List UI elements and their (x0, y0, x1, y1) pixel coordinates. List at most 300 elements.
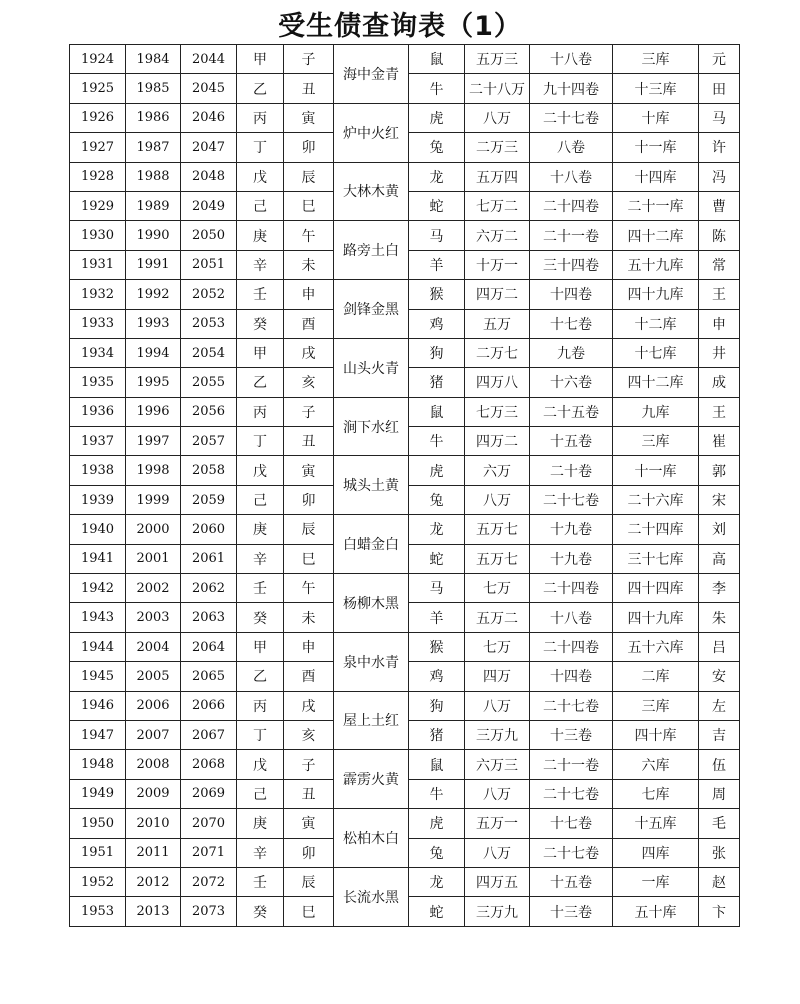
nayin-cell: 路旁土白 (334, 221, 409, 280)
year-cell: 2071 (181, 838, 237, 867)
branch-cell: 午 (284, 574, 334, 603)
vault-cell: 十三库 (613, 74, 699, 103)
year-cell: 1995 (126, 368, 181, 397)
zodiac-cell: 虎 (409, 103, 465, 132)
year-cell: 1932 (70, 280, 126, 309)
year-cell: 2006 (126, 691, 181, 720)
volume-cell: 二十卷 (530, 456, 613, 485)
year-cell: 1944 (70, 632, 126, 661)
vault-cell: 三库 (613, 691, 699, 720)
volume-cell: 十七卷 (530, 309, 613, 338)
table-row (70, 280, 740, 309)
debt-lookup-table (69, 44, 740, 927)
surname-cell: 赵 (699, 867, 740, 896)
surname-cell: 常 (699, 250, 740, 279)
stem-cell: 丙 (237, 103, 284, 132)
surname-cell: 宋 (699, 485, 740, 514)
vault-cell: 十二库 (613, 309, 699, 338)
zodiac-cell: 马 (409, 221, 465, 250)
surname-cell: 崔 (699, 427, 740, 456)
stem-cell: 辛 (237, 544, 284, 573)
year-cell: 1994 (126, 338, 181, 367)
year-cell: 2008 (126, 750, 181, 779)
nayin-cell: 松柏木白 (334, 809, 409, 868)
branch-cell: 申 (284, 632, 334, 661)
surname-cell: 周 (699, 779, 740, 808)
branch-cell: 辰 (284, 867, 334, 896)
vault-cell: 三库 (613, 427, 699, 456)
year-cell: 2010 (126, 809, 181, 838)
table-row (70, 515, 740, 544)
stem-cell: 戊 (237, 750, 284, 779)
year-cell: 1998 (126, 456, 181, 485)
stem-cell: 丙 (237, 691, 284, 720)
branch-cell: 申 (284, 280, 334, 309)
zodiac-cell: 牛 (409, 779, 465, 808)
vault-cell: 四十二库 (613, 221, 699, 250)
zodiac-cell: 鼠 (409, 45, 465, 74)
year-cell: 2061 (181, 544, 237, 573)
branch-cell: 酉 (284, 662, 334, 691)
vault-cell: 二十六库 (613, 485, 699, 514)
amount-cell: 六万 (465, 456, 530, 485)
vault-cell: 十四库 (613, 162, 699, 191)
amount-cell: 六万二 (465, 221, 530, 250)
year-cell: 1952 (70, 867, 126, 896)
amount-cell: 八万 (465, 103, 530, 132)
nayin-cell: 泉中水青 (334, 632, 409, 691)
surname-cell: 曹 (699, 191, 740, 220)
volume-cell: 十八卷 (530, 162, 613, 191)
year-cell: 1991 (126, 250, 181, 279)
vault-cell: 二库 (613, 662, 699, 691)
branch-cell: 巳 (284, 897, 334, 926)
zodiac-cell: 鸡 (409, 309, 465, 338)
amount-cell: 四万二 (465, 427, 530, 456)
stem-cell: 戊 (237, 456, 284, 485)
stem-cell: 丁 (237, 427, 284, 456)
branch-cell: 巳 (284, 544, 334, 573)
year-cell: 2072 (181, 867, 237, 896)
branch-cell: 寅 (284, 809, 334, 838)
year-cell: 1946 (70, 691, 126, 720)
volume-cell: 九十四卷 (530, 74, 613, 103)
vault-cell: 十一库 (613, 133, 699, 162)
year-cell: 2062 (181, 574, 237, 603)
branch-cell: 丑 (284, 74, 334, 103)
zodiac-cell: 兔 (409, 485, 465, 514)
surname-cell: 申 (699, 309, 740, 338)
year-cell: 1936 (70, 397, 126, 426)
zodiac-cell: 牛 (409, 74, 465, 103)
year-cell: 2049 (181, 191, 237, 220)
zodiac-cell: 虎 (409, 456, 465, 485)
branch-cell: 子 (284, 750, 334, 779)
year-cell: 2063 (181, 603, 237, 632)
surname-cell: 李 (699, 574, 740, 603)
table-row (70, 162, 740, 191)
zodiac-cell: 羊 (409, 250, 465, 279)
vault-cell: 九库 (613, 397, 699, 426)
year-cell: 1950 (70, 809, 126, 838)
vault-cell: 四库 (613, 838, 699, 867)
year-cell: 2051 (181, 250, 237, 279)
zodiac-cell: 羊 (409, 603, 465, 632)
vault-cell: 二十四库 (613, 515, 699, 544)
table-row (70, 338, 740, 367)
nayin-cell: 霹雳火黄 (334, 750, 409, 809)
zodiac-cell: 蛇 (409, 897, 465, 926)
surname-cell: 左 (699, 691, 740, 720)
year-cell: 1941 (70, 544, 126, 573)
nayin-cell: 杨柳木黑 (334, 574, 409, 633)
amount-cell: 四万二 (465, 280, 530, 309)
table-row (70, 867, 740, 896)
branch-cell: 卯 (284, 133, 334, 162)
year-cell: 2009 (126, 779, 181, 808)
volume-cell: 二十一卷 (530, 221, 613, 250)
year-cell: 1993 (126, 309, 181, 338)
branch-cell: 丑 (284, 427, 334, 456)
stem-cell: 戊 (237, 162, 284, 191)
stem-cell: 癸 (237, 897, 284, 926)
nayin-cell: 海中金青 (334, 45, 409, 104)
stem-cell: 辛 (237, 250, 284, 279)
table-row (70, 456, 740, 485)
zodiac-cell: 狗 (409, 338, 465, 367)
surname-cell: 张 (699, 838, 740, 867)
surname-cell: 陈 (699, 221, 740, 250)
volume-cell: 十九卷 (530, 544, 613, 573)
vault-cell: 三库 (613, 45, 699, 74)
amount-cell: 五万七 (465, 515, 530, 544)
zodiac-cell: 兔 (409, 838, 465, 867)
year-cell: 2011 (126, 838, 181, 867)
year-cell: 2045 (181, 74, 237, 103)
nayin-cell: 白蜡金白 (334, 515, 409, 574)
year-cell: 1985 (126, 74, 181, 103)
vault-cell: 四十四库 (613, 574, 699, 603)
year-cell: 2005 (126, 662, 181, 691)
volume-cell: 二十七卷 (530, 103, 613, 132)
year-cell: 1924 (70, 45, 126, 74)
stem-cell: 甲 (237, 45, 284, 74)
stem-cell: 癸 (237, 309, 284, 338)
table-row (70, 221, 740, 250)
amount-cell: 七万三 (465, 397, 530, 426)
amount-cell: 十万一 (465, 250, 530, 279)
zodiac-cell: 猪 (409, 720, 465, 749)
year-cell: 2056 (181, 397, 237, 426)
volume-cell: 十四卷 (530, 662, 613, 691)
year-cell: 1953 (70, 897, 126, 926)
amount-cell: 八万 (465, 779, 530, 808)
surname-cell: 元 (699, 45, 740, 74)
surname-cell: 马 (699, 103, 740, 132)
stem-cell: 壬 (237, 574, 284, 603)
vault-cell: 十一库 (613, 456, 699, 485)
year-cell: 2070 (181, 809, 237, 838)
table-row (70, 45, 740, 74)
year-cell: 2064 (181, 632, 237, 661)
table-row (70, 397, 740, 426)
year-cell: 1940 (70, 515, 126, 544)
amount-cell: 五万三 (465, 45, 530, 74)
amount-cell: 八万 (465, 691, 530, 720)
year-cell: 2069 (181, 779, 237, 808)
amount-cell: 二万三 (465, 133, 530, 162)
amount-cell: 三万九 (465, 897, 530, 926)
zodiac-cell: 狗 (409, 691, 465, 720)
year-cell: 1926 (70, 103, 126, 132)
year-cell: 1986 (126, 103, 181, 132)
stem-cell: 庚 (237, 515, 284, 544)
amount-cell: 二十八万 (465, 74, 530, 103)
nayin-cell: 长流水黑 (334, 867, 409, 926)
year-cell: 2057 (181, 427, 237, 456)
branch-cell: 辰 (284, 515, 334, 544)
branch-cell: 亥 (284, 368, 334, 397)
year-cell: 1945 (70, 662, 126, 691)
stem-cell: 己 (237, 191, 284, 220)
branch-cell: 戌 (284, 691, 334, 720)
volume-cell: 二十五卷 (530, 397, 613, 426)
year-cell: 2000 (126, 515, 181, 544)
surname-cell: 王 (699, 280, 740, 309)
amount-cell: 四万八 (465, 368, 530, 397)
vault-cell: 五十六库 (613, 632, 699, 661)
volume-cell: 二十七卷 (530, 485, 613, 514)
amount-cell: 五万一 (465, 809, 530, 838)
zodiac-cell: 鸡 (409, 662, 465, 691)
vault-cell: 六库 (613, 750, 699, 779)
volume-cell: 三十四卷 (530, 250, 613, 279)
amount-cell: 六万三 (465, 750, 530, 779)
stem-cell: 丁 (237, 720, 284, 749)
surname-cell: 吉 (699, 720, 740, 749)
zodiac-cell: 猪 (409, 368, 465, 397)
branch-cell: 酉 (284, 309, 334, 338)
amount-cell: 七万 (465, 574, 530, 603)
amount-cell: 五万二 (465, 603, 530, 632)
volume-cell: 二十七卷 (530, 838, 613, 867)
surname-cell: 冯 (699, 162, 740, 191)
table-row (70, 632, 740, 661)
volume-cell: 十八卷 (530, 603, 613, 632)
volume-cell: 九卷 (530, 338, 613, 367)
year-cell: 2013 (126, 897, 181, 926)
year-cell: 1951 (70, 838, 126, 867)
stem-cell: 乙 (237, 74, 284, 103)
volume-cell: 十七卷 (530, 809, 613, 838)
year-cell: 2060 (181, 515, 237, 544)
branch-cell: 卯 (284, 838, 334, 867)
vault-cell: 一库 (613, 867, 699, 896)
zodiac-cell: 龙 (409, 515, 465, 544)
year-cell: 2001 (126, 544, 181, 573)
year-cell: 1947 (70, 720, 126, 749)
year-cell: 2004 (126, 632, 181, 661)
branch-cell: 子 (284, 397, 334, 426)
nayin-cell: 炉中火红 (334, 103, 409, 162)
table-row (70, 574, 740, 603)
volume-cell: 二十四卷 (530, 632, 613, 661)
branch-cell: 寅 (284, 456, 334, 485)
volume-cell: 十五卷 (530, 867, 613, 896)
stem-cell: 癸 (237, 603, 284, 632)
year-cell: 1989 (126, 191, 181, 220)
nayin-cell: 大林木黄 (334, 162, 409, 221)
branch-cell: 辰 (284, 162, 334, 191)
year-cell: 2059 (181, 485, 237, 514)
vault-cell: 四十二库 (613, 368, 699, 397)
stem-cell: 壬 (237, 280, 284, 309)
surname-cell: 田 (699, 74, 740, 103)
surname-cell: 卞 (699, 897, 740, 926)
year-cell: 1987 (126, 133, 181, 162)
stem-cell: 庚 (237, 221, 284, 250)
year-cell: 2053 (181, 309, 237, 338)
vault-cell: 四十九库 (613, 280, 699, 309)
zodiac-cell: 虎 (409, 809, 465, 838)
volume-cell: 二十七卷 (530, 691, 613, 720)
stem-cell: 己 (237, 779, 284, 808)
year-cell: 2048 (181, 162, 237, 191)
year-cell: 1942 (70, 574, 126, 603)
vault-cell: 五十库 (613, 897, 699, 926)
branch-cell: 巳 (284, 191, 334, 220)
amount-cell: 五万七 (465, 544, 530, 573)
year-cell: 1997 (126, 427, 181, 456)
year-cell: 2058 (181, 456, 237, 485)
year-cell: 2068 (181, 750, 237, 779)
zodiac-cell: 兔 (409, 133, 465, 162)
year-cell: 1928 (70, 162, 126, 191)
surname-cell: 吕 (699, 632, 740, 661)
table-row (70, 809, 740, 838)
vault-cell: 十五库 (613, 809, 699, 838)
nayin-cell: 涧下水红 (334, 397, 409, 456)
year-cell: 2055 (181, 368, 237, 397)
amount-cell: 三万九 (465, 720, 530, 749)
year-cell: 2046 (181, 103, 237, 132)
page-title: 受生债查询表（1） (278, 11, 522, 42)
year-cell: 2054 (181, 338, 237, 367)
stem-cell: 丁 (237, 133, 284, 162)
zodiac-cell: 鼠 (409, 397, 465, 426)
year-cell: 2067 (181, 720, 237, 749)
volume-cell: 十八卷 (530, 45, 613, 74)
amount-cell: 八万 (465, 485, 530, 514)
surname-cell: 王 (699, 397, 740, 426)
stem-cell: 乙 (237, 662, 284, 691)
table-row (70, 691, 740, 720)
vault-cell: 四十九库 (613, 603, 699, 632)
stem-cell: 甲 (237, 338, 284, 367)
surname-cell: 朱 (699, 603, 740, 632)
year-cell: 2065 (181, 662, 237, 691)
year-cell: 1948 (70, 750, 126, 779)
year-cell: 1999 (126, 485, 181, 514)
year-cell: 1931 (70, 250, 126, 279)
year-cell: 1935 (70, 368, 126, 397)
year-cell: 2007 (126, 720, 181, 749)
year-cell: 1937 (70, 427, 126, 456)
amount-cell: 七万 (465, 632, 530, 661)
surname-cell: 郭 (699, 456, 740, 485)
year-cell: 2073 (181, 897, 237, 926)
amount-cell: 二万七 (465, 338, 530, 367)
stem-cell: 己 (237, 485, 284, 514)
zodiac-cell: 蛇 (409, 544, 465, 573)
year-cell: 1990 (126, 221, 181, 250)
surname-cell: 成 (699, 368, 740, 397)
amount-cell: 五万四 (465, 162, 530, 191)
stem-cell: 壬 (237, 867, 284, 896)
amount-cell: 四万 (465, 662, 530, 691)
table-row (70, 103, 740, 132)
nayin-cell: 山头火青 (334, 338, 409, 397)
volume-cell: 十三卷 (530, 897, 613, 926)
vault-cell: 三十七库 (613, 544, 699, 573)
vault-cell: 二十一库 (613, 191, 699, 220)
branch-cell: 戌 (284, 338, 334, 367)
year-cell: 1988 (126, 162, 181, 191)
year-cell: 1929 (70, 191, 126, 220)
table-row (70, 750, 740, 779)
amount-cell: 四万五 (465, 867, 530, 896)
vault-cell: 十七库 (613, 338, 699, 367)
branch-cell: 午 (284, 221, 334, 250)
year-cell: 2012 (126, 867, 181, 896)
zodiac-cell: 龙 (409, 162, 465, 191)
surname-cell: 井 (699, 338, 740, 367)
year-cell: 1949 (70, 779, 126, 808)
zodiac-cell: 鼠 (409, 750, 465, 779)
year-cell: 2002 (126, 574, 181, 603)
year-cell: 2044 (181, 45, 237, 74)
surname-cell: 毛 (699, 809, 740, 838)
surname-cell: 刘 (699, 515, 740, 544)
branch-cell: 寅 (284, 103, 334, 132)
zodiac-cell: 猴 (409, 280, 465, 309)
volume-cell: 八卷 (530, 133, 613, 162)
year-cell: 1992 (126, 280, 181, 309)
year-cell: 2050 (181, 221, 237, 250)
zodiac-cell: 马 (409, 574, 465, 603)
amount-cell: 八万 (465, 838, 530, 867)
nayin-cell: 屋上土红 (334, 691, 409, 750)
year-cell: 1996 (126, 397, 181, 426)
surname-cell: 伍 (699, 750, 740, 779)
zodiac-cell: 蛇 (409, 191, 465, 220)
volume-cell: 十六卷 (530, 368, 613, 397)
year-cell: 1930 (70, 221, 126, 250)
branch-cell: 子 (284, 45, 334, 74)
branch-cell: 丑 (284, 779, 334, 808)
year-cell: 2066 (181, 691, 237, 720)
stem-cell: 甲 (237, 632, 284, 661)
stem-cell: 乙 (237, 368, 284, 397)
branch-cell: 未 (284, 603, 334, 632)
year-cell: 1934 (70, 338, 126, 367)
branch-cell: 亥 (284, 720, 334, 749)
stem-cell: 辛 (237, 838, 284, 867)
year-cell: 1938 (70, 456, 126, 485)
zodiac-cell: 龙 (409, 867, 465, 896)
year-cell: 1984 (126, 45, 181, 74)
year-cell: 2047 (181, 133, 237, 162)
